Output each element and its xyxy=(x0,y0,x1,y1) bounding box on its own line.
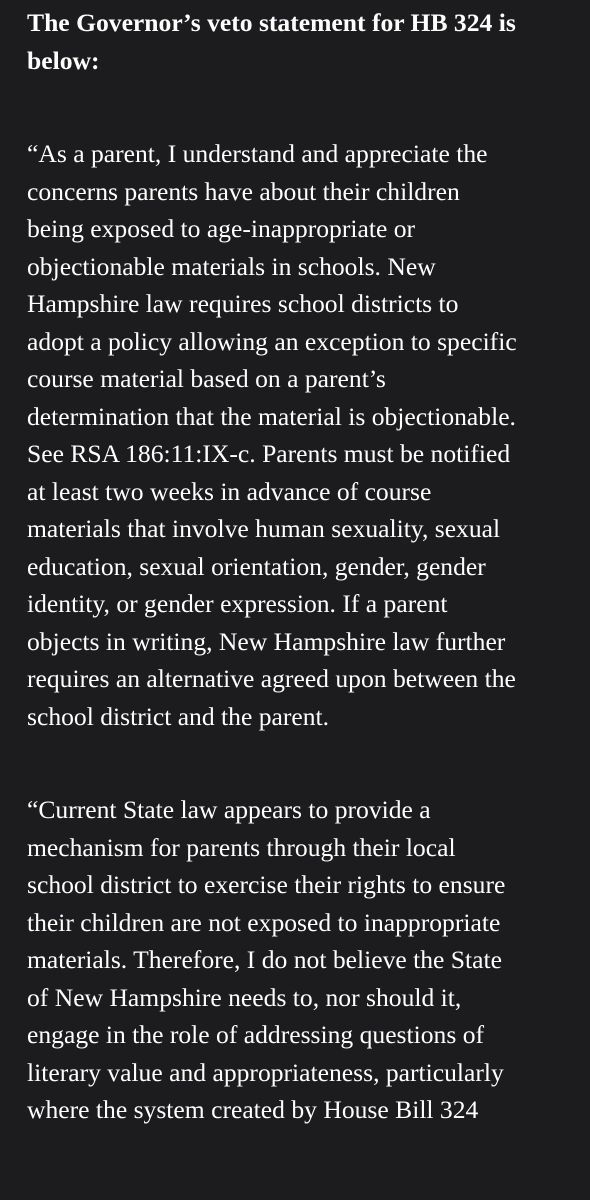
paragraph-line: objects in writing, New Hampshire law further xyxy=(27,626,506,656)
paragraph-line: literary value and appropriateness, particularly xyxy=(27,1057,504,1087)
paragraph-line: mechanism for parents through their local xyxy=(27,832,456,862)
paragraph-line: requires an alternative agreed upon between the xyxy=(27,664,516,693)
paragraph-parent-concerns xyxy=(27,135,572,735)
paragraph-line: being exposed to age-inappropriate or xyxy=(27,214,416,243)
paragraph-line: materials that involve human sexuality, sexual xyxy=(27,514,501,543)
paragraph-line: their children are not exposed to inappropriate xyxy=(27,907,501,937)
paragraph-line: concerns parents have about their children xyxy=(27,176,460,206)
paragraph-line: objectionable materials in schools. New xyxy=(27,251,436,281)
paragraph-line: adopt a policy allowing an exception to specific xyxy=(27,326,517,356)
paragraph-line: identity, or gender expression. If a parent xyxy=(27,589,448,618)
paragraph-line: engage in the role of addressing questions of xyxy=(27,1020,485,1049)
paragraph-line: Hampshire law requires school districts to xyxy=(27,289,459,318)
paragraph-line: “Current State law appears to provide a xyxy=(27,795,431,824)
paragraph-line: at least two weeks in advance of course xyxy=(27,476,432,506)
paragraph-line: education, sexual orientation, gender, gender xyxy=(27,551,486,581)
paragraph-line: materials. Therefore, I do not believe the State xyxy=(27,945,502,974)
paragraph-line: See RSA 186:11:IX-c. Parents must be notified xyxy=(27,439,511,468)
paragraph-gap xyxy=(27,79,572,135)
heading-line: The Governor’s veto statement for HB 324 is xyxy=(27,8,516,37)
paragraph-gap xyxy=(27,735,572,791)
statement-heading xyxy=(27,4,572,79)
paragraph-line: course material based on a parent’s xyxy=(27,364,386,393)
paragraph-line: “As a parent, I understand and appreciate the xyxy=(27,139,488,168)
heading-line: below: xyxy=(27,45,100,75)
paragraph-line: of New Hampshire needs to, nor should it, xyxy=(27,982,462,1012)
paragraph-line: where the system created by House Bill 324 xyxy=(27,1095,479,1124)
paragraph-current-law xyxy=(27,791,572,1129)
paragraph-line: school district to exercise their rights to ensure xyxy=(27,870,506,899)
paragraph-line: determination that the material is objectionable. xyxy=(27,401,516,431)
paragraph-line: school district and the parent. xyxy=(27,701,330,731)
